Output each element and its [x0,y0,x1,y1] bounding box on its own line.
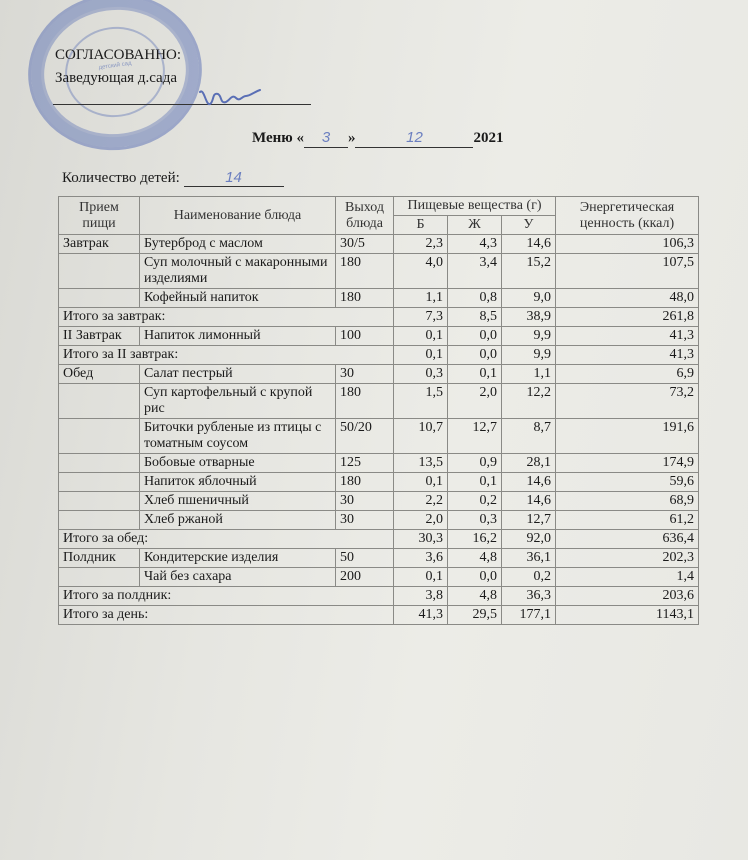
cell-portion: 100 [336,327,394,346]
cell-zh: 8,5 [448,308,502,327]
table-row [59,419,699,454]
cell-u: 0,2 [502,568,556,587]
table-row [59,549,699,568]
children-count-line [62,169,284,187]
cell-energy: 6,9 [556,365,699,384]
total-row [59,587,699,606]
cell-energy: 41,3 [556,327,699,346]
menu-date-line [252,130,503,148]
cell-energy: 261,8 [556,308,699,327]
header-b: Б [394,216,448,235]
cell-zh: 4,8 [448,587,502,606]
cell-u: 38,9 [502,308,556,327]
cell-dish: Бобовые отварные [140,454,336,473]
table-row [59,511,699,530]
cell-u: 12,2 [502,384,556,419]
header-meal: Прием пищи [59,197,140,235]
cell-b: 0,1 [394,346,448,365]
table-row [59,473,699,492]
header-zh: Ж [448,216,502,235]
cell-dish: Кофейный напиток [140,289,336,308]
cell-portion: 180 [336,473,394,492]
cell-u: 36,3 [502,587,556,606]
children-label: Количество детей: [62,170,180,186]
cell-u: 36,1 [502,549,556,568]
cell-b: 7,3 [394,308,448,327]
cell-zh: 0,8 [448,289,502,308]
cell-b: 4,0 [394,254,448,289]
cell-zh: 0,0 [448,327,502,346]
cell-zh: 0,3 [448,511,502,530]
cell-u: 1,1 [502,365,556,384]
cell-meal [59,254,140,289]
cell-energy: 191,6 [556,419,699,454]
cell-dish: Биточки рубленые из птицы с томатным соусом [140,419,336,454]
cell-u: 15,2 [502,254,556,289]
approval-title: СОГЛАСОВАННО: [55,47,182,63]
cell-zh: 2,0 [448,384,502,419]
cell-zh: 0,1 [448,473,502,492]
table-row [59,454,699,473]
header-dish: Наименование блюда [140,197,336,235]
cell-b: 3,6 [394,549,448,568]
cell-dish: Чай без сахара [140,568,336,587]
cell-zh: 0,0 [448,346,502,365]
total-label: Итого за завтрак: [59,308,394,327]
signature-line [53,104,311,105]
cell-energy: 68,9 [556,492,699,511]
header-nutrients: Пищевые вещества (г) [394,197,556,216]
cell-portion: 200 [336,568,394,587]
menu-label: Меню « [252,130,304,146]
cell-dish: Напиток лимонный [140,327,336,346]
total-row [59,346,699,365]
cell-b: 0,1 [394,568,448,587]
cell-portion: 50/20 [336,419,394,454]
cell-energy: 61,2 [556,511,699,530]
table-row [59,384,699,419]
cell-dish: Хлеб ржаной [140,511,336,530]
table-row [59,492,699,511]
stamp-lettering: детский сад [98,60,132,72]
cell-portion: 180 [336,384,394,419]
cell-b: 13,5 [394,454,448,473]
total-row [59,308,699,327]
cell-u: 9,0 [502,289,556,308]
cell-meal [59,419,140,454]
cell-meal [59,384,140,419]
cell-u: 12,7 [502,511,556,530]
table-row [59,568,699,587]
cell-meal: Полдник [59,549,140,568]
cell-b: 0,1 [394,327,448,346]
cell-zh: 0,1 [448,365,502,384]
cell-u: 14,6 [502,235,556,254]
total-label: Итого за полдник: [59,587,394,606]
cell-dish: Бутерброд с маслом [140,235,336,254]
cell-meal [59,568,140,587]
cell-meal: Обед [59,365,140,384]
total-row [59,606,699,625]
cell-b: 2,3 [394,235,448,254]
cell-b: 10,7 [394,419,448,454]
cell-energy: 41,3 [556,346,699,365]
cell-u: 14,6 [502,492,556,511]
cell-meal: Завтрак [59,235,140,254]
cell-energy: 107,5 [556,254,699,289]
cell-b: 41,3 [394,606,448,625]
cell-energy: 1,4 [556,568,699,587]
total-row [59,530,699,549]
cell-zh: 29,5 [448,606,502,625]
cell-u: 92,0 [502,530,556,549]
cell-portion: 30 [336,492,394,511]
cell-b: 0,1 [394,473,448,492]
cell-energy: 59,6 [556,473,699,492]
table-row [59,235,699,254]
cell-portion: 30/5 [336,235,394,254]
cell-u: 177,1 [502,606,556,625]
cell-portion: 30 [336,511,394,530]
cell-zh: 0,0 [448,568,502,587]
table-row [59,254,699,289]
cell-u: 14,6 [502,473,556,492]
cell-energy: 636,4 [556,530,699,549]
handwritten-signature-icon [196,84,266,112]
cell-b: 1,5 [394,384,448,419]
cell-zh: 4,3 [448,235,502,254]
cell-zh: 3,4 [448,254,502,289]
cell-u: 9,9 [502,327,556,346]
cell-energy: 1143,1 [556,606,699,625]
cell-u: 8,7 [502,419,556,454]
cell-energy: 48,0 [556,289,699,308]
menu-day: 3 [304,131,348,148]
cell-energy: 174,9 [556,454,699,473]
children-count: 14 [184,169,284,187]
cell-b: 3,8 [394,587,448,606]
table-row [59,289,699,308]
cell-b: 2,0 [394,511,448,530]
cell-energy: 106,3 [556,235,699,254]
cell-zh: 4,8 [448,549,502,568]
cell-zh: 0,9 [448,454,502,473]
cell-meal [59,473,140,492]
cell-meal [59,492,140,511]
menu-table-body [59,235,699,625]
table-row [59,327,699,346]
header-u: У [502,216,556,235]
cell-zh: 16,2 [448,530,502,549]
cell-b: 1,1 [394,289,448,308]
menu-month: 12 [355,131,473,148]
cell-portion: 50 [336,549,394,568]
cell-b: 0,3 [394,365,448,384]
cell-b: 30,3 [394,530,448,549]
cell-portion: 180 [336,289,394,308]
cell-meal [59,454,140,473]
cell-dish: Хлеб пшеничный [140,492,336,511]
cell-meal: II Завтрак [59,327,140,346]
cell-dish: Салат пестрый [140,365,336,384]
cell-u: 28,1 [502,454,556,473]
cell-portion: 180 [336,254,394,289]
cell-zh: 0,2 [448,492,502,511]
total-label: Итого за II завтрак: [59,346,394,365]
menu-table [58,196,699,625]
header-energy: Энергетическая ценность (ккал) [556,197,699,235]
approval-position: Заведующая д.сада [55,70,177,86]
cell-u: 9,9 [502,346,556,365]
cell-dish: Напиток яблочный [140,473,336,492]
cell-meal [59,511,140,530]
table-row [59,365,699,384]
cell-energy: 202,3 [556,549,699,568]
cell-energy: 73,2 [556,384,699,419]
cell-dish: Суп картофельный с крупой рис [140,384,336,419]
cell-dish: Кондитерские изделия [140,549,336,568]
header-portion: Выход блюда [336,197,394,235]
cell-portion: 30 [336,365,394,384]
menu-quote-close: » [347,130,356,146]
menu-year: 2021 [473,130,504,146]
cell-zh: 12,7 [448,419,502,454]
cell-portion: 125 [336,454,394,473]
cell-dish: Суп молочный с макаронными изделиями [140,254,336,289]
total-label: Итого за день: [59,606,394,625]
cell-meal [59,289,140,308]
total-label: Итого за обед: [59,530,394,549]
cell-energy: 203,6 [556,587,699,606]
cell-b: 2,2 [394,492,448,511]
